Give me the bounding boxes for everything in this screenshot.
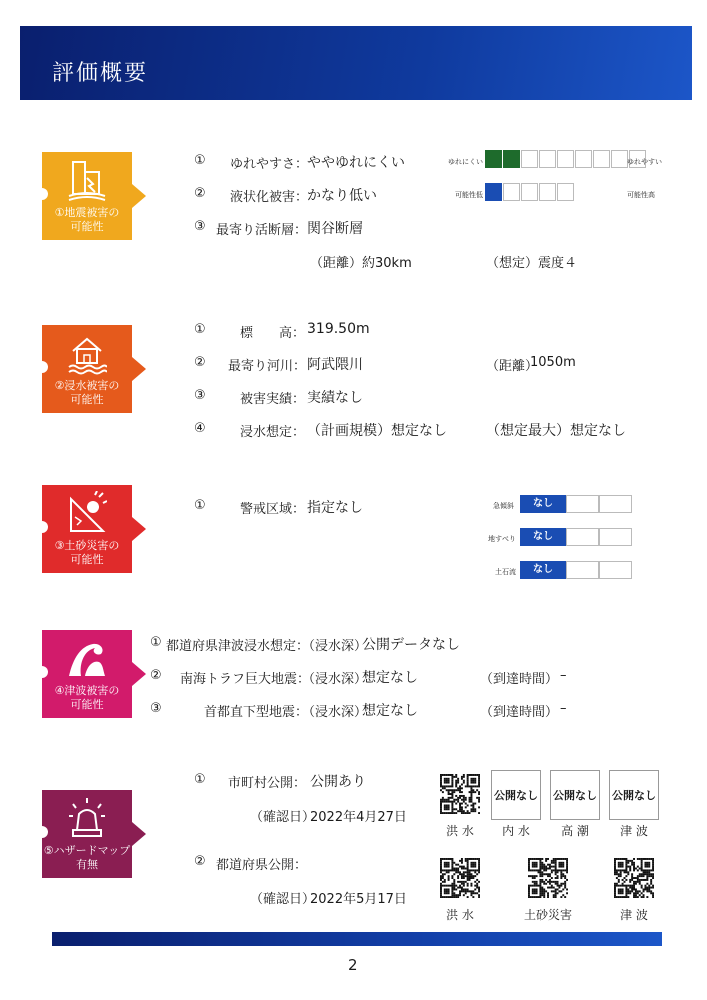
- qr-code-icon[interactable]: [440, 858, 480, 898]
- check-date-label: （確認日）: [250, 810, 316, 825]
- page-title: 評価概要: [52, 61, 149, 86]
- scale-cell: [575, 150, 592, 168]
- river-distance-value: 1050m: [530, 355, 576, 370]
- debris-flow-label: 土石流: [495, 568, 516, 576]
- pref-sediment-label: 土砂災害: [523, 908, 572, 922]
- city-tsunami-label: 津 波: [620, 824, 648, 838]
- warning-zone-value: 指定なし: [307, 500, 363, 516]
- elevation-label: 標 高：: [240, 326, 306, 341]
- row-number: ①: [150, 635, 162, 650]
- landslide-badge: [42, 485, 132, 573]
- inland-not-public-box: 公開なし: [491, 770, 541, 820]
- damage-record-value: 実績なし: [307, 390, 363, 406]
- scale-cell: [503, 150, 520, 168]
- pref-tsunami-label: 津 波: [620, 908, 648, 922]
- badge-line2: 可能性: [70, 553, 104, 566]
- inundation-max-value: （想定最大）想定なし: [486, 423, 626, 439]
- row-number: ②: [150, 668, 162, 683]
- scale-cell: [485, 150, 502, 168]
- shaking-label: ゆれやすさ：: [230, 157, 309, 172]
- nankai-value: 想定なし: [362, 670, 418, 686]
- depth-label: （浸水深）: [302, 672, 368, 687]
- shaking-scale: [485, 150, 647, 168]
- badge-line1: ⑤ハザードマップ: [43, 844, 131, 857]
- tokyo-quake-value: 想定なし: [362, 703, 418, 719]
- tide-not-public-box: 公開なし: [550, 770, 600, 820]
- landslip-bar: [520, 528, 632, 546]
- siren-icon: [67, 796, 107, 840]
- scale-cell: [557, 183, 574, 201]
- qr-code-icon[interactable]: [440, 774, 480, 814]
- row-number: ②: [194, 355, 206, 370]
- fault-label: 最寄り活断層：: [216, 223, 308, 238]
- row-number: ②: [194, 854, 206, 869]
- elevation-value: 319.50m: [307, 321, 370, 337]
- badge-line1: ④津波被害の: [54, 684, 120, 697]
- liquefaction-scale: [485, 183, 575, 201]
- river-distance-label: （距離）: [486, 359, 539, 374]
- row-number: ③: [194, 219, 206, 234]
- landslip-value: なし: [520, 528, 566, 546]
- debris-flow-value: なし: [520, 561, 566, 579]
- city-check-date: 2022年4月27日: [310, 810, 407, 825]
- badge-line2: 可能性: [70, 220, 104, 233]
- tokyo-arrival-value: –: [560, 701, 567, 716]
- steep-slope-label: 急傾斜: [493, 502, 514, 510]
- row-number: ①: [194, 322, 206, 337]
- scale-cell: [539, 183, 556, 201]
- scale1-right-label: ゆれやすい: [627, 158, 662, 166]
- inundation-label: 浸水想定：: [240, 425, 306, 440]
- tsunami-not-public-box: 公開なし: [609, 770, 659, 820]
- badge-line2: 有無: [76, 858, 98, 871]
- city-inland-label: 内 水: [502, 824, 530, 838]
- tsunami-badge: [42, 630, 132, 718]
- scale-cell: [539, 150, 556, 168]
- pref-check-date: 2022年5月17日: [310, 892, 407, 907]
- nankai-label: 南海トラフ巨大地震：: [180, 672, 311, 687]
- scale2-left-label: 可能性低: [455, 191, 483, 199]
- pref-tsunami-label: 都道府県津波浸水想定：: [166, 639, 310, 654]
- depth-label: （浸水深）: [302, 705, 368, 720]
- row-number: ①: [194, 772, 206, 787]
- row-number: ①: [194, 153, 206, 168]
- steep-slope-bar: [520, 495, 632, 513]
- shaking-value: ややゆれにくい: [307, 155, 405, 171]
- scale-cell: [503, 183, 520, 201]
- scale2-right-label: 可能性高: [627, 191, 655, 199]
- qr-code-icon[interactable]: [528, 858, 568, 898]
- pref-tsunami-value: 公開データなし: [362, 637, 460, 653]
- row-number: ④: [194, 421, 206, 436]
- row-number: ③: [194, 388, 206, 403]
- scale1-left-label: ゆれにくい: [448, 158, 483, 166]
- depth-label: （浸水深）: [302, 639, 368, 654]
- damage-record-label: 被害実績：: [240, 392, 306, 407]
- falling-rock-icon: [67, 491, 107, 535]
- scale-cell: [557, 150, 574, 168]
- badge-line2: 可能性: [70, 698, 104, 711]
- arrival-label: （到達時間）: [480, 705, 559, 720]
- scale-cell: [521, 150, 538, 168]
- pref-flood-label: 洪 水: [446, 908, 474, 922]
- row-number: ③: [150, 701, 162, 716]
- badge-line1: ②浸水被害の: [54, 379, 120, 392]
- liquefaction-value: かなり低い: [307, 188, 377, 204]
- warning-zone-label: 警戒区域：: [240, 502, 306, 517]
- scale-cell: [485, 183, 502, 201]
- fault-value: 関谷断層: [307, 221, 363, 237]
- badge-line2: 可能性: [70, 393, 104, 406]
- house-water-icon: [67, 331, 107, 375]
- debris-flow-bar: [520, 561, 632, 579]
- river-label: 最寄り河川：: [228, 359, 307, 374]
- footer-bar: [52, 932, 662, 946]
- arrival-label: （到達時間）: [480, 672, 559, 687]
- tokyo-quake-label: 首都直下型地震：: [204, 705, 309, 720]
- fault-distance: （距離）約30km: [310, 256, 412, 271]
- liquefaction-label: 液状化被害：: [230, 190, 309, 205]
- row-number: ②: [194, 186, 206, 201]
- fault-intensity: （想定）震度４: [486, 256, 578, 271]
- landslip-label: 地すべり: [488, 535, 516, 543]
- scale-cell: [611, 150, 628, 168]
- scale-cell: [593, 150, 610, 168]
- earthquake-badge: [42, 152, 132, 240]
- building-crack-icon: [67, 158, 107, 202]
- city-publish-label: 市町村公開：: [228, 776, 307, 791]
- city-publish-value: 公開あり: [310, 774, 366, 790]
- wave-icon: [67, 636, 107, 680]
- page-number: 2: [348, 956, 358, 974]
- qr-code-icon[interactable]: [614, 858, 654, 898]
- nankai-arrival-value: –: [560, 668, 567, 683]
- city-tide-label: 高 潮: [561, 824, 589, 838]
- row-number: ①: [194, 498, 206, 513]
- pref-publish-label: 都道府県公開：: [216, 858, 308, 873]
- river-value: 阿武隈川: [307, 357, 363, 373]
- badge-line1: ①地震被害の: [54, 206, 120, 219]
- hazard-map-badge: [42, 790, 132, 878]
- check-date-label: （確認日）: [250, 892, 316, 907]
- flood-badge: [42, 325, 132, 413]
- badge-line1: ③土砂災害の: [54, 539, 120, 552]
- city-flood-label: 洪 水: [446, 824, 474, 838]
- steep-slope-value: なし: [520, 495, 566, 513]
- inundation-plan-value: （計画規模）想定なし: [307, 423, 447, 439]
- scale-cell: [521, 183, 538, 201]
